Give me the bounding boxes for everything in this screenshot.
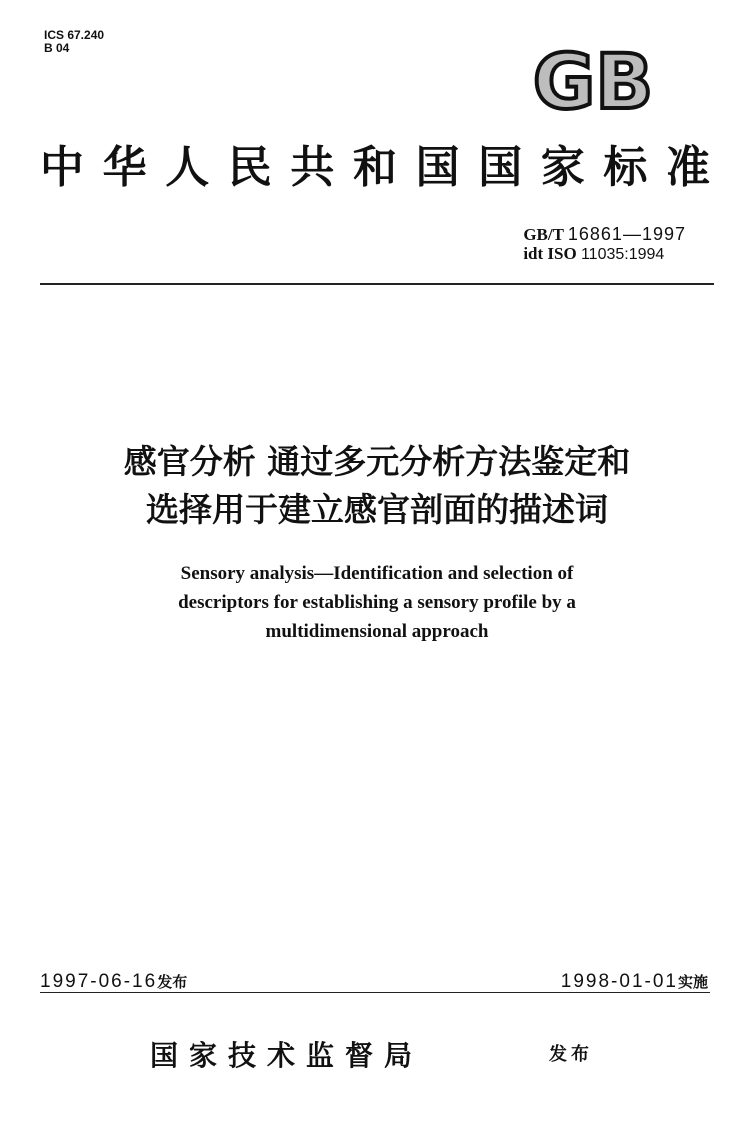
issuing-authority: 国家技术监督局 <box>150 1039 424 1072</box>
ccs-code: B 04 <box>44 41 70 55</box>
standard-number: 16861—1997 <box>567 224 686 244</box>
gb-logo-text: GB <box>532 40 654 120</box>
classification-codes <box>44 29 104 55</box>
header-divider <box>40 283 714 285</box>
implementation-date: 1998-01-01实施 <box>560 971 708 992</box>
english-title-line-1: Sensory analysis—Identification and selection of <box>180 563 574 584</box>
gb-logo <box>518 40 668 120</box>
chinese-title-line-2: 选择用于建立感官剖面的描述词 <box>146 490 608 529</box>
idt-number: 11035:1994 <box>580 246 665 263</box>
standard-number-block <box>523 225 686 264</box>
issue-word: 发布 <box>549 1044 593 1065</box>
national-standard-title: 中华人民共和国国家标准 <box>40 142 716 193</box>
chinese-title <box>0 438 754 534</box>
english-title-line-2: descriptors for establishing a sensory profile by a <box>178 592 576 613</box>
ics-code: ICS 67.240 <box>44 28 105 42</box>
issue-date: 1997-06-16发布 <box>40 971 188 992</box>
english-title <box>0 559 754 646</box>
standard-prefix: GB/T <box>523 225 564 244</box>
english-title-line-3: multidimensional approach <box>265 621 489 642</box>
date-divider <box>40 992 710 993</box>
chinese-title-line-1: 感官分析 通过多元分析方法鉴定和 <box>123 442 631 481</box>
idt-prefix: idt ISO <box>523 244 577 263</box>
